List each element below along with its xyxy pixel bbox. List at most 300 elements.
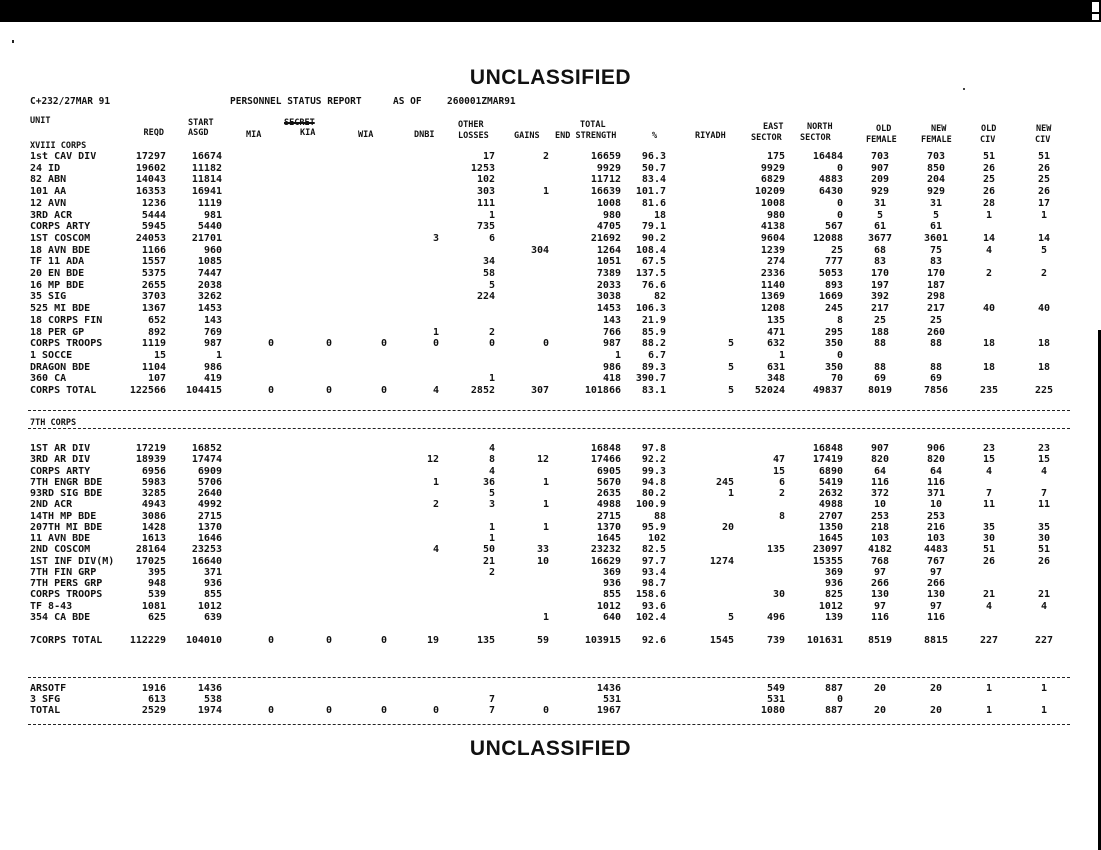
cell-old-female: 69 xyxy=(873,373,887,384)
cell-east-sector: 6 xyxy=(778,477,785,488)
cell-start-asgd: 371 xyxy=(203,567,222,578)
cell-percent: 83.1 xyxy=(641,385,666,396)
cell-new-civ: 15 xyxy=(1037,454,1051,465)
cell-east-sector: 471 xyxy=(766,327,785,338)
cell-start-asgd: 1 xyxy=(215,350,222,361)
cell-start-asgd: 104415 xyxy=(185,385,222,396)
cell-new-civ: 51 xyxy=(1037,151,1051,162)
cell-end-strength: 936 xyxy=(602,578,621,589)
cell-end-strength: 369 xyxy=(602,567,621,578)
cell-unit: CORPS ARTY xyxy=(30,221,91,232)
cell-start-asgd: 1119 xyxy=(197,198,222,209)
cell-end-strength: 9929 xyxy=(596,163,621,174)
cell-unit: CORPS TOTAL xyxy=(30,385,97,396)
cell-old-civ: 1 xyxy=(985,705,993,716)
cell-old-civ: 51 xyxy=(982,151,996,162)
cell-end-strength: 986 xyxy=(602,362,621,373)
cell-start-asgd: 1370 xyxy=(197,522,222,533)
cell-old-female: 8019 xyxy=(867,385,893,396)
cell-old-female: 907 xyxy=(870,163,890,174)
cell-mia: 0 xyxy=(267,705,274,716)
cell-other-losses: 4 xyxy=(488,466,495,477)
cell-new-female: 253 xyxy=(926,511,946,522)
cell-percent: 89.3 xyxy=(641,362,666,373)
cell-east-sector: 9604 xyxy=(760,233,785,244)
cell-old-civ: 18 xyxy=(982,338,996,349)
cell-new-civ: 4 xyxy=(1040,601,1048,612)
cell-old-civ: 7 xyxy=(985,488,993,499)
cell-reqd: 395 xyxy=(147,567,166,578)
cell-east-sector: 8 xyxy=(778,511,785,522)
cell-old-female: 4182 xyxy=(867,544,893,555)
cell-unit: 16 MP BDE xyxy=(30,280,85,291)
cell-end-strength: 16659 xyxy=(590,151,621,162)
cell-percent: 18 xyxy=(653,210,666,221)
cell-percent: 102.4 xyxy=(635,612,666,623)
cell-north-sector: 1012 xyxy=(818,601,843,612)
cell-reqd: 17297 xyxy=(135,151,166,162)
cell-start-asgd: 639 xyxy=(203,612,222,623)
cell-percent: 390.7 xyxy=(635,373,666,384)
cell-old-female: 188 xyxy=(870,327,890,338)
cell-reqd: 15 xyxy=(153,350,166,361)
cell-other-losses: 5 xyxy=(488,280,495,291)
cell-old-female: 929 xyxy=(870,186,890,197)
cell-reqd: 28164 xyxy=(135,544,166,555)
cell-gains: 12 xyxy=(536,454,549,465)
cell-gains: 307 xyxy=(530,385,549,396)
cell-old-female: 170 xyxy=(870,268,890,279)
cell-other-losses: 735 xyxy=(476,221,495,232)
cell-dnbi: 1 xyxy=(432,477,439,488)
cell-end-strength: 16629 xyxy=(590,556,621,567)
cell-unit: ARSOTF xyxy=(30,683,67,694)
cell-reqd: 1367 xyxy=(141,303,166,314)
cell-north-sector: 1350 xyxy=(818,522,843,533)
cell-old-female: 768 xyxy=(870,556,890,567)
cell-new-female: 266 xyxy=(926,578,946,589)
cell-percent: 96.3 xyxy=(641,151,666,162)
cell-reqd: 5983 xyxy=(141,477,166,488)
cell-old-female: 392 xyxy=(870,291,890,302)
cell-reqd: 107 xyxy=(147,373,166,384)
cell-percent: 97.7 xyxy=(641,556,666,567)
cell-gains: 1 xyxy=(542,499,549,510)
cell-old-civ: 23 xyxy=(982,443,996,454)
cell-new-female: 4483 xyxy=(923,544,949,555)
cell-end-strength: 1645 xyxy=(596,533,621,544)
cell-old-female: 97 xyxy=(873,567,887,578)
cell-reqd: 4943 xyxy=(141,499,166,510)
cell-old-female: 130 xyxy=(870,589,890,600)
cell-north-sector: 893 xyxy=(824,280,843,291)
cell-riyadh: 5 xyxy=(727,362,734,373)
cell-old-female: 97 xyxy=(873,601,887,612)
cell-old-female: 61 xyxy=(873,221,887,232)
cell-reqd: 112229 xyxy=(129,635,166,646)
cell-east-sector: 52024 xyxy=(754,385,785,396)
cell-end-strength: 1008 xyxy=(596,198,621,209)
cell-new-female: 850 xyxy=(926,163,946,174)
cell-new-civ: 5 xyxy=(1040,245,1048,256)
cell-reqd: 948 xyxy=(147,578,166,589)
cell-end-strength: 6905 xyxy=(596,466,621,477)
cell-old-female: 703 xyxy=(870,151,890,162)
cell-percent: 97.8 xyxy=(641,443,666,454)
cell-new-female: 116 xyxy=(926,612,946,623)
cell-riyadh: 245 xyxy=(715,477,734,488)
section-title-xviii-corps: XVIII CORPS xyxy=(30,141,87,151)
cell-reqd: 5375 xyxy=(141,268,166,279)
cell-end-strength: 101866 xyxy=(584,385,621,396)
cell-percent: 92.2 xyxy=(641,454,666,465)
cell-old-female: 5 xyxy=(876,210,884,221)
cell-east-sector: 1208 xyxy=(760,303,785,314)
cell-end-strength: 16848 xyxy=(590,443,621,454)
cell-end-strength: 418 xyxy=(602,373,621,384)
cell-wia: 0 xyxy=(380,338,387,349)
cell-unit: 24 ID xyxy=(30,163,61,174)
cell-other-losses: 1253 xyxy=(470,163,495,174)
cell-unit: 20 EN BDE xyxy=(30,268,85,279)
cell-old-civ: 28 xyxy=(982,198,996,209)
cell-east-sector: 348 xyxy=(766,373,785,384)
cell-new-female: 20 xyxy=(929,705,943,716)
cell-dnbi: 12 xyxy=(426,454,439,465)
cell-unit: 1ST COSCOM xyxy=(30,233,91,244)
cell-new-civ: 7 xyxy=(1040,488,1048,499)
cell-riyadh: 5 xyxy=(727,385,734,396)
cell-north-sector: 17419 xyxy=(812,454,843,465)
cell-unit: 35 SIG xyxy=(30,291,67,302)
cell-end-strength: 143 xyxy=(602,315,621,326)
cell-other-losses: 34 xyxy=(482,256,495,267)
cell-other-losses: 224 xyxy=(476,291,495,302)
cell-new-female: 820 xyxy=(926,454,946,465)
header-wia: WIA xyxy=(358,130,374,140)
cell-reqd: 3703 xyxy=(141,291,166,302)
cell-percent: 21.9 xyxy=(641,315,666,326)
cell-new-civ: 26 xyxy=(1037,163,1051,174)
cell-new-female: 88 xyxy=(929,362,943,373)
cell-east-sector: 2336 xyxy=(760,268,785,279)
cell-percent: 82.5 xyxy=(641,544,666,555)
cell-east-sector: 739 xyxy=(766,635,785,646)
cell-wia: 0 xyxy=(380,385,387,396)
cell-wia: 0 xyxy=(380,635,387,646)
cell-new-civ: 26 xyxy=(1037,186,1051,197)
header-north-sector: SECTOR xyxy=(800,133,831,143)
cell-old-civ: 14 xyxy=(982,233,996,244)
cell-kia: 0 xyxy=(325,338,332,349)
cell-old-female: 266 xyxy=(870,578,890,589)
cell-old-female: 209 xyxy=(870,174,890,185)
cell-riyadh: 5 xyxy=(727,338,734,349)
header-kia: KIA xyxy=(300,128,316,138)
cell-end-strength: 2635 xyxy=(596,488,621,499)
cell-dnbi: 0 xyxy=(432,705,439,716)
cell-percent: 85.9 xyxy=(641,327,666,338)
cell-mia: 0 xyxy=(267,385,274,396)
cell-new-female: 906 xyxy=(926,443,946,454)
cell-new-civ: 14 xyxy=(1037,233,1051,244)
cell-north-sector: 16848 xyxy=(812,443,843,454)
cell-old-civ: 30 xyxy=(982,533,996,544)
cell-other-losses: 6 xyxy=(488,233,495,244)
cell-new-female: 10 xyxy=(929,499,943,510)
cell-percent: 88 xyxy=(653,511,666,522)
cell-end-strength: 1264 xyxy=(596,245,621,256)
cell-north-sector: 0 xyxy=(836,198,843,209)
cell-reqd: 625 xyxy=(147,612,166,623)
cell-other-losses: 102 xyxy=(476,174,495,185)
cell-other-losses: 4 xyxy=(488,443,495,454)
cell-reqd: 17025 xyxy=(135,556,166,567)
cell-north-sector: 23097 xyxy=(812,544,843,555)
header-north: NORTH xyxy=(807,122,833,132)
cell-new-female: 767 xyxy=(926,556,946,567)
cell-riyadh: 1 xyxy=(727,488,734,499)
cell-old-female: 8519 xyxy=(867,635,893,646)
header-old-female-2: FEMALE xyxy=(866,135,897,145)
cell-unit: 2ND ACR xyxy=(30,499,73,510)
cell-end-strength: 855 xyxy=(602,589,621,600)
cell-unit: CORPS TROOPS xyxy=(30,589,103,600)
cell-new-civ: 11 xyxy=(1037,499,1051,510)
cell-end-strength: 2033 xyxy=(596,280,621,291)
cell-old-female: 253 xyxy=(870,511,890,522)
cell-end-strength: 11712 xyxy=(590,174,621,185)
cell-unit: 7TH FIN GRP xyxy=(30,567,97,578)
cell-gains: 2 xyxy=(542,151,549,162)
cell-reqd: 3285 xyxy=(141,488,166,499)
cell-new-female: 64 xyxy=(929,466,943,477)
cell-mia: 0 xyxy=(267,635,274,646)
cell-reqd: 14043 xyxy=(135,174,166,185)
cell-north-sector: 101631 xyxy=(806,635,843,646)
cell-end-strength: 17466 xyxy=(590,454,621,465)
cell-percent: 99.3 xyxy=(641,466,666,477)
cell-new-female: 170 xyxy=(926,268,946,279)
cell-reqd: 5444 xyxy=(141,210,166,221)
cell-start-asgd: 21701 xyxy=(191,233,222,244)
cell-reqd: 5945 xyxy=(141,221,166,232)
cell-mia: 0 xyxy=(267,338,274,349)
header-riyadh: RIYADH xyxy=(695,131,726,141)
cell-end-strength: 1 xyxy=(614,350,621,361)
cell-new-female: 371 xyxy=(926,488,946,499)
cell-other-losses: 50 xyxy=(482,544,495,555)
header-new-female-1: NEW xyxy=(931,124,947,134)
cell-unit: 82 ABN xyxy=(30,174,67,185)
cell-other-losses: 2 xyxy=(488,567,495,578)
cell-start-asgd: 104010 xyxy=(185,635,222,646)
cell-gains: 1 xyxy=(542,186,549,197)
cell-percent: 106.3 xyxy=(635,303,666,314)
cell-east-sector: 9929 xyxy=(760,163,785,174)
cell-gains: 1 xyxy=(542,477,549,488)
cell-start-asgd: 17474 xyxy=(191,454,222,465)
cell-east-sector: 10209 xyxy=(754,186,785,197)
header-end-strength: END STRENGTH xyxy=(555,131,617,141)
cell-reqd: 892 xyxy=(147,327,166,338)
cell-old-female: 64 xyxy=(873,466,887,477)
cell-end-strength: 21692 xyxy=(590,233,621,244)
report-title: PERSONNEL STATUS REPORT xyxy=(230,96,362,107)
cell-north-sector: 0 xyxy=(836,350,843,361)
header-dnbi: DNBI xyxy=(414,130,435,140)
cell-north-sector: 4988 xyxy=(818,499,843,510)
cell-new-female: 929 xyxy=(926,186,946,197)
cell-new-civ: 18 xyxy=(1037,338,1051,349)
cell-east-sector: 549 xyxy=(766,683,785,694)
cell-east-sector: 30 xyxy=(772,589,785,600)
cell-north-sector: 0 xyxy=(836,694,843,705)
cell-north-sector: 567 xyxy=(824,221,843,232)
cell-new-civ: 21 xyxy=(1037,589,1051,600)
header-old-civ-2: CIV xyxy=(980,135,996,145)
cell-new-female: 97 xyxy=(929,601,943,612)
cell-new-civ: 17 xyxy=(1037,198,1051,209)
cell-start-asgd: 3262 xyxy=(197,291,222,302)
cell-start-asgd: 1085 xyxy=(197,256,222,267)
cell-percent: 79.1 xyxy=(641,221,666,232)
cell-unit: 7TH PERS GRP xyxy=(30,578,103,589)
cell-start-asgd: 855 xyxy=(203,589,222,600)
cell-reqd: 3086 xyxy=(141,511,166,522)
cell-dnbi: 4 xyxy=(432,385,439,396)
cell-north-sector: 49837 xyxy=(812,385,843,396)
cell-old-female: 68 xyxy=(873,245,887,256)
cell-unit: 11 AVN BDE xyxy=(30,533,91,544)
cell-riyadh: 5 xyxy=(727,612,734,623)
cell-unit: 1 SOCCE xyxy=(30,350,73,361)
cell-start-asgd: 986 xyxy=(203,362,222,373)
classification-banner-bottom: UNCLASSIFIED xyxy=(469,737,632,760)
cell-new-female: 187 xyxy=(926,280,946,291)
cell-unit: 18 PER GP xyxy=(30,327,85,338)
cell-start-asgd: 769 xyxy=(203,327,222,338)
cell-old-civ: 1 xyxy=(985,210,993,221)
cell-unit: 14TH MP BDE xyxy=(30,511,97,522)
cell-reqd: 122566 xyxy=(129,385,166,396)
cell-old-civ: 4 xyxy=(985,245,993,256)
cell-old-female: 197 xyxy=(870,280,890,291)
cell-east-sector: 1008 xyxy=(760,198,785,209)
cell-percent: 94.8 xyxy=(641,477,666,488)
cell-old-civ: 2 xyxy=(985,268,993,279)
cell-east-sector: 1 xyxy=(778,350,785,361)
cell-unit: 7CORPS TOTAL xyxy=(30,635,103,646)
cell-end-strength: 5670 xyxy=(596,477,621,488)
section-title-7th-corps: 7TH CORPS xyxy=(30,418,77,428)
cell-percent: 95.9 xyxy=(641,522,666,533)
cell-unit: TOTAL xyxy=(30,705,61,716)
cell-new-civ: 26 xyxy=(1037,556,1051,567)
cell-gains: 33 xyxy=(536,544,549,555)
cell-new-female: 217 xyxy=(926,303,946,314)
cell-north-sector: 0 xyxy=(836,163,843,174)
cell-reqd: 1166 xyxy=(141,245,166,256)
cell-start-asgd: 5440 xyxy=(197,221,222,232)
cell-start-asgd: 960 xyxy=(203,245,222,256)
cell-new-female: 116 xyxy=(926,477,946,488)
cell-gains: 10 xyxy=(536,556,549,567)
cell-start-asgd: 1436 xyxy=(197,683,222,694)
cell-reqd: 1428 xyxy=(141,522,166,533)
cell-reqd: 1081 xyxy=(141,601,166,612)
cell-old-civ: 26 xyxy=(982,186,996,197)
cell-start-asgd: 419 xyxy=(203,373,222,384)
cell-end-strength: 766 xyxy=(602,327,621,338)
cell-north-sector: 350 xyxy=(824,338,843,349)
cell-dnbi: 0 xyxy=(432,338,439,349)
header-east: EAST xyxy=(763,122,784,132)
cell-old-civ: 235 xyxy=(979,385,999,396)
cell-percent: 101.7 xyxy=(635,186,666,197)
cell-new-female: 97 xyxy=(929,567,943,578)
cell-percent: 6.7 xyxy=(647,350,666,361)
cell-new-civ: 40 xyxy=(1037,303,1051,314)
cell-percent: 83.4 xyxy=(641,174,666,185)
cell-new-civ: 30 xyxy=(1037,533,1051,544)
cell-north-sector: 295 xyxy=(824,327,843,338)
cell-gains: 1 xyxy=(542,612,549,623)
cell-gains: 304 xyxy=(530,245,549,256)
cell-north-sector: 936 xyxy=(824,578,843,589)
cell-start-asgd: 936 xyxy=(203,578,222,589)
cell-old-female: 217 xyxy=(870,303,890,314)
cell-north-sector: 777 xyxy=(824,256,843,267)
cell-east-sector: 2 xyxy=(778,488,785,499)
cell-reqd: 1613 xyxy=(141,533,166,544)
cell-reqd: 16353 xyxy=(135,186,166,197)
cell-end-strength: 1012 xyxy=(596,601,621,612)
cell-new-female: 703 xyxy=(926,151,946,162)
header-asgd: ASGD xyxy=(188,128,209,138)
cell-other-losses: 7 xyxy=(488,705,495,716)
cell-old-female: 88 xyxy=(873,338,887,349)
cell-north-sector: 350 xyxy=(824,362,843,373)
cell-old-civ: 21 xyxy=(982,589,996,600)
cell-start-asgd: 23253 xyxy=(191,544,222,555)
cell-end-strength: 103915 xyxy=(584,635,621,646)
cell-east-sector: 135 xyxy=(766,315,785,326)
cell-east-sector: 4138 xyxy=(760,221,785,232)
cell-new-civ: 51 xyxy=(1037,544,1051,555)
cell-new-civ: 227 xyxy=(1034,635,1054,646)
cell-east-sector: 15 xyxy=(772,466,785,477)
cell-other-losses: 1 xyxy=(488,533,495,544)
cell-dnbi: 19 xyxy=(426,635,439,646)
cell-new-female: 75 xyxy=(929,245,943,256)
cell-gains: 59 xyxy=(536,635,549,646)
cell-north-sector: 2707 xyxy=(818,511,843,522)
cell-north-sector: 15355 xyxy=(812,556,843,567)
cell-unit: TF 8-43 xyxy=(30,601,73,612)
cell-old-civ: 4 xyxy=(985,466,993,477)
cell-unit: 93RD SIG BDE xyxy=(30,488,103,499)
cell-new-civ: 4 xyxy=(1040,466,1048,477)
header-total: TOTAL xyxy=(580,120,606,130)
cell-start-asgd: 143 xyxy=(203,315,222,326)
cell-old-civ: 11 xyxy=(982,499,996,510)
cell-north-sector: 2632 xyxy=(818,488,843,499)
cell-new-civ: 25 xyxy=(1037,174,1051,185)
cell-kia: 0 xyxy=(325,635,332,646)
cell-old-civ: 26 xyxy=(982,163,996,174)
cell-other-losses: 7 xyxy=(488,694,495,705)
